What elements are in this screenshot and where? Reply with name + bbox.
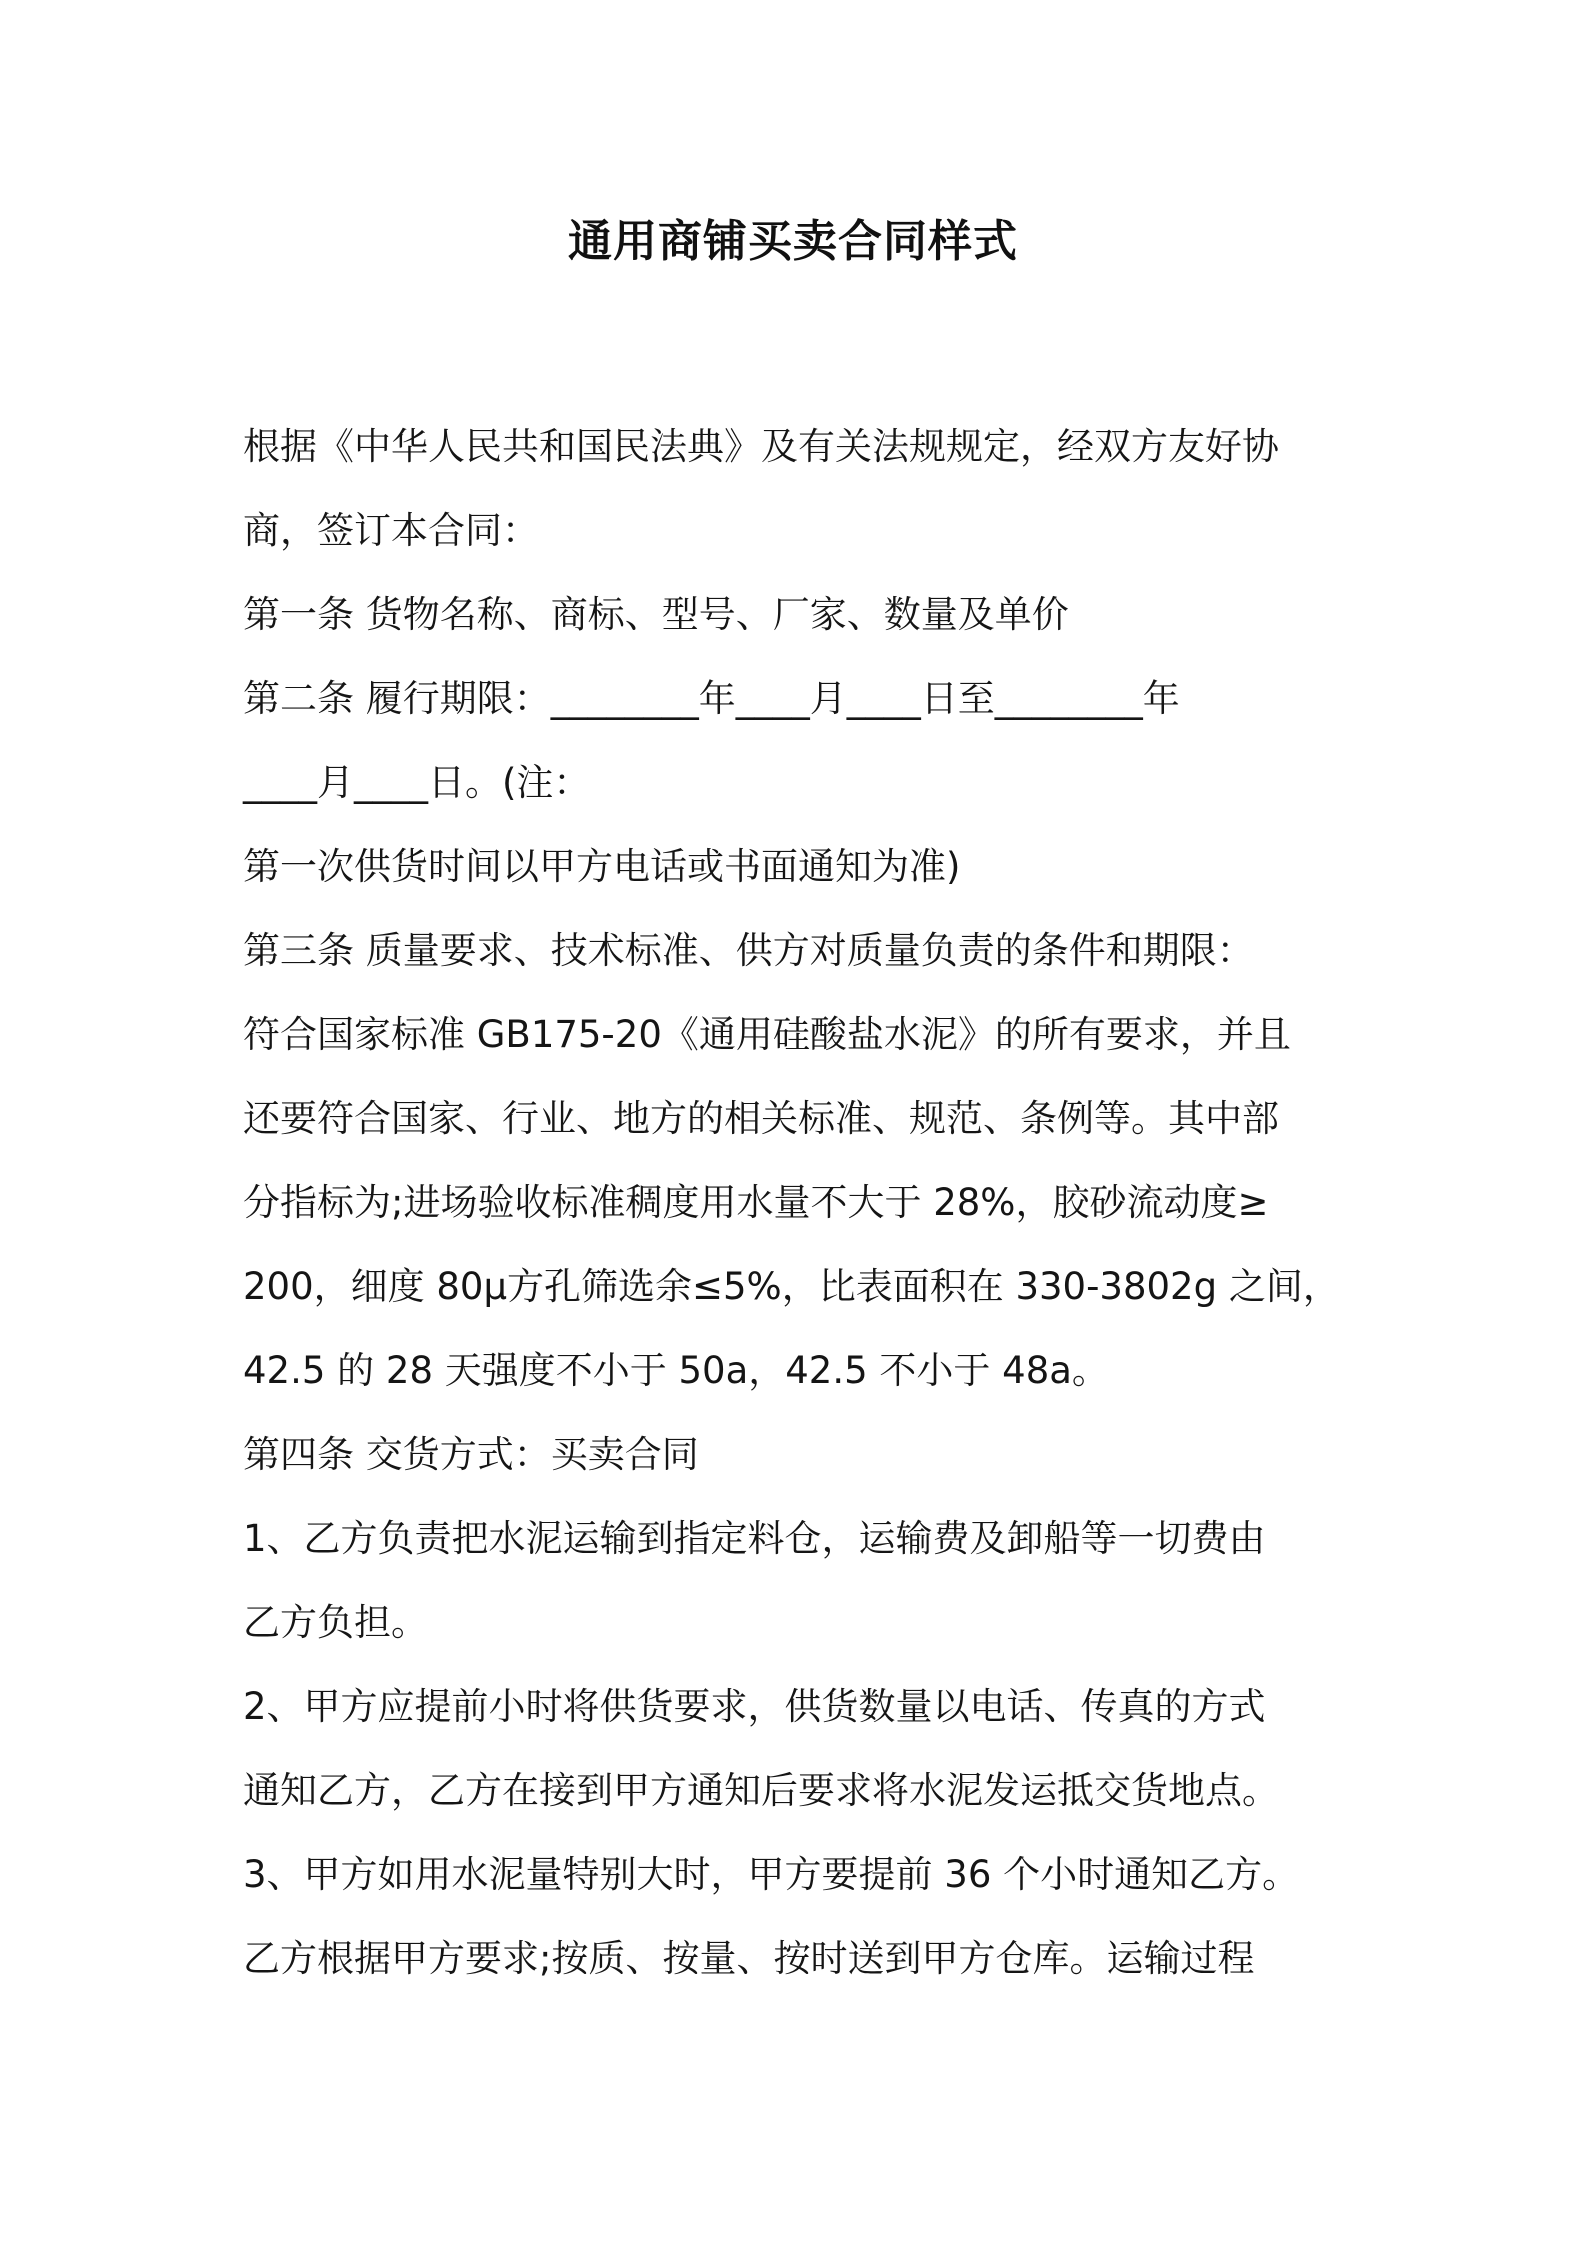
body-line: 乙方根据甲方要求;按质、按量、按时送到甲方仓库。运输过程 <box>243 1937 1255 1980</box>
body-line: ____月____日。(注： <box>243 761 591 804</box>
body-line: 分指标为;进场验收标准稠度用水量不大于 28%，胶砂流动度≥ <box>243 1181 1269 1224</box>
article-3-heading: 第三条 质量要求、技术标准、供方对质量负责的条件和期限： <box>243 929 1254 972</box>
article-4-heading: 第四条 交货方式：买卖合同 <box>243 1433 699 1476</box>
body-line: 还要符合国家、行业、地方的相关标准、规范、条例等。其中部 <box>243 1097 1279 1140</box>
body-line: 根据《中华人民共和国民法典》及有关法规规定，经双方友好协 <box>243 425 1279 468</box>
body-line: 符合国家标准 GB175-20《通用硅酸盐水泥》的所有要求，并且 <box>243 1013 1291 1056</box>
body-line: 乙方负担。 <box>243 1601 428 1644</box>
article-1-heading: 第一条 货物名称、商标、型号、厂家、数量及单价 <box>243 593 1069 636</box>
body-line: 第一次供货时间以甲方电话或书面通知为准) <box>243 845 961 888</box>
clause-3: 3、甲方如用水泥量特别大时，甲方要提前 36 个小时通知乙方。 <box>243 1853 1300 1896</box>
body-line: 通知乙方，乙方在接到甲方通知后要求将水泥发运抵交货地点。 <box>243 1769 1279 1812</box>
document-title: 通用商铺买卖合同样式 <box>568 216 1018 267</box>
body-line: 200，细度 80μ方孔筛选余≤5%，比表面积在 330-3802g 之间， <box>243 1265 1340 1308</box>
article-2-heading: 第二条 履行期限：________年____月____日至________年 <box>243 677 1180 720</box>
document-body <box>243 405 1378 2001</box>
body-line: 商，签订本合同： <box>243 509 539 552</box>
clause-2: 2、甲方应提前小时将供货要求，供货数量以电话、传真的方式 <box>243 1685 1266 1728</box>
clause-1: 1、乙方负责把水泥运输到指定料仓，运输费及卸船等一切费由 <box>243 1517 1266 1560</box>
body-line: 42.5 的 28 天强度不小于 50a，42.5 不小于 48a。 <box>243 1349 1109 1392</box>
